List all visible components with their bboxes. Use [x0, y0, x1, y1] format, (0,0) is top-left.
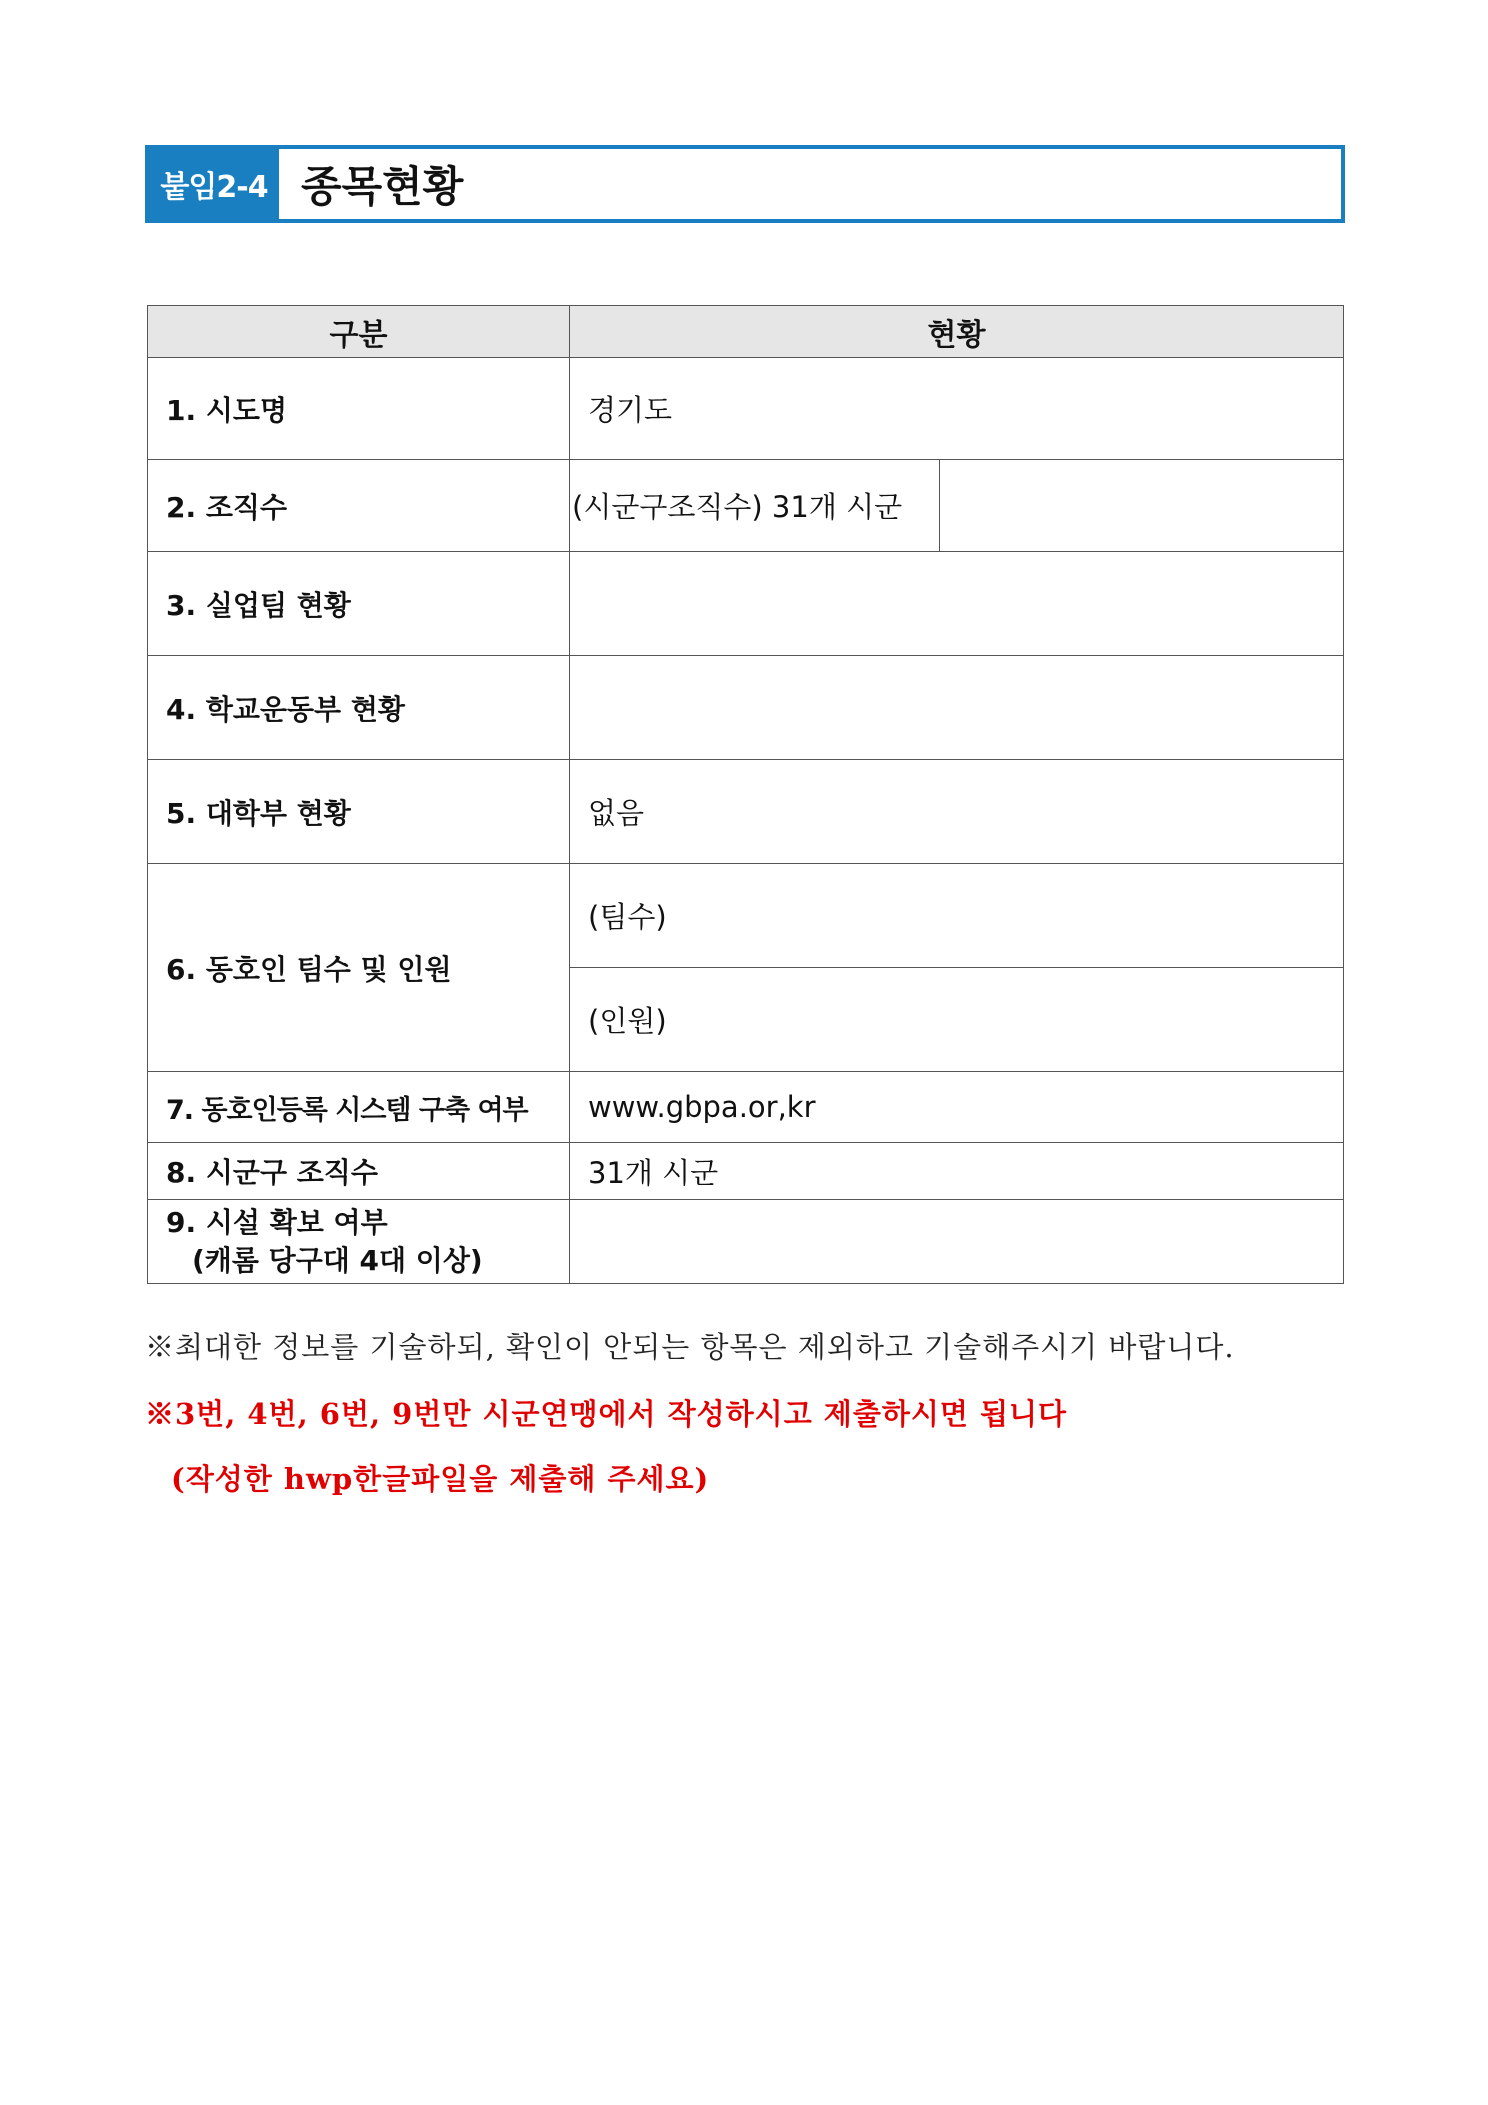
note-submission: (작성한 hwp한글파일을 제출해 주세요): [171, 1462, 710, 1496]
row-value: (시군구조직수) 31개 시군: [570, 460, 940, 552]
title-box: [145, 145, 1345, 223]
row-label: 4. 학교운동부 현황: [148, 656, 570, 760]
row-label: [148, 1200, 570, 1284]
row-label: 8. 시군구 조직수: [148, 1143, 570, 1200]
note-required: ※3번, 4번, 6번, 9번만 시군연맹에서 작성하시고 제출하시면 됩니다: [145, 1397, 1068, 1431]
row-label-line1: 9. 시설 확보 여부: [166, 1205, 388, 1239]
row-label: 6. 동호인 팀수 및 인원: [148, 864, 570, 1072]
row-value-teams: (팀수): [570, 864, 1344, 968]
row-label: 1. 시도명: [148, 358, 570, 460]
table-row: [148, 656, 1344, 760]
row-value-extra: [940, 460, 1344, 552]
row-label: 5. 대학부 현황: [148, 760, 570, 864]
header-category: 구분: [148, 306, 570, 358]
table-row: [148, 760, 1344, 864]
table-row: [148, 864, 1344, 968]
row-value: 31개 시군: [570, 1143, 1344, 1200]
row-label: 2. 조직수: [148, 460, 570, 552]
page-title: 종목현황: [301, 162, 464, 211]
row-value: 경기도: [570, 358, 1344, 460]
row-label: 7. 동호인등록 시스템 구축 여부: [148, 1072, 570, 1143]
status-table: [147, 305, 1344, 1284]
notes: [145, 1325, 1365, 1498]
table-row: [148, 358, 1344, 460]
row-value: 없음: [570, 760, 1344, 864]
table-row: [148, 1143, 1344, 1200]
header-status: 현황: [570, 306, 1344, 358]
row-label-line2: (캐롬 당구대 4대 이상): [192, 1243, 483, 1277]
row-label: 3. 실업팀 현황: [148, 552, 570, 656]
table-row: [148, 1200, 1344, 1284]
note-general: ※최대한 정보를 기술하되, 확인이 안되는 항목은 제외하고 기술해주시기 바랍니다.: [145, 1330, 1235, 1364]
table-header-row: [148, 306, 1344, 358]
row-value: [570, 552, 1344, 656]
table-row: [148, 460, 1344, 552]
table-row: [148, 1072, 1344, 1143]
row-value: [570, 656, 1344, 760]
row-value: [570, 1200, 1344, 1284]
attachment-tag: 붙임2-4: [149, 149, 279, 219]
row-value-people: (인원): [570, 968, 1344, 1072]
row-value: www.gbpa.or,kr: [570, 1072, 1344, 1143]
table-row: [148, 552, 1344, 656]
